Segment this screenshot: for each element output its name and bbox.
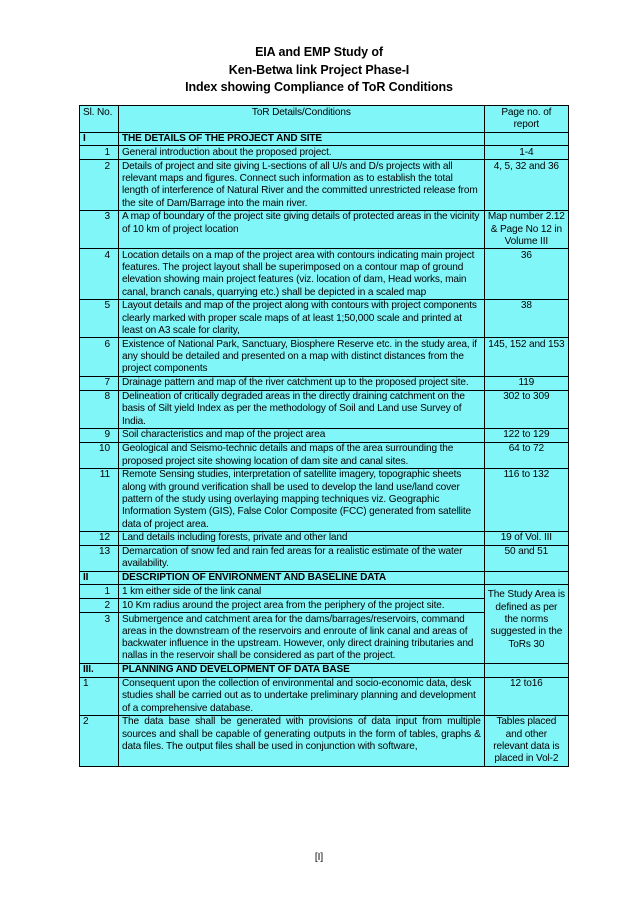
- document-title-block: [0, 44, 638, 97]
- table-row: [80, 715, 569, 766]
- title-line-2: Ken-Betwa link Project Phase-I: [228, 62, 410, 77]
- row-sl: 11: [80, 468, 119, 531]
- row-text: Remote Sensing studies, interpretation of satellite imagery, topographic sheets along with ground verification shall be used to develop the land use/land cover pattern of the study using overlaying mapping techniques viz. Geographic Information System (GIS), False Color Composite (FCC) generated from satellite data of project area.: [118, 468, 484, 531]
- section-page-empty: [484, 663, 568, 677]
- row-text: Submergence and catchment area for the dams/barrages/reservoirs, command areas in the downstream of the reservoirs and enroute of link canal and areas of backwater influence in the upstream. However, only direct draining tributaries and nallas in the reservoir shall be considered as part of the project.: [118, 613, 484, 664]
- table-row: [80, 390, 569, 428]
- row-text: Layout details and map of the project along with contours with project components clearly marked with proper scale maps of at least 1;50,000 scale and printed at least on A3 scale for clarity,: [118, 299, 484, 337]
- row-text: Existence of National Park, Sanctuary, Biosphere Reserve etc. in the study area, if any should be detailed and presented on a map with distinct distances from the project components: [118, 338, 484, 376]
- row-page: Map number 2.12 & Page No 12 in Volume III: [484, 210, 568, 248]
- table-row: [80, 677, 569, 715]
- row-sl: 1: [80, 677, 119, 715]
- header-sl-no: Sl. No.: [80, 106, 119, 133]
- row-text: Soil characteristics and map of the project area: [118, 428, 484, 442]
- row-sl: 5: [80, 299, 119, 337]
- row-page: 1-4: [484, 146, 568, 160]
- section-page-empty: [484, 132, 568, 146]
- row-page: 50 and 51: [484, 545, 568, 571]
- row-sl: 13: [80, 545, 119, 571]
- row-text: Demarcation of snow fed and rain fed areas for a realistic estimate of the water availability.: [118, 545, 484, 571]
- row-text: Drainage pattern and map of the river catchment up to the proposed project site.: [118, 376, 484, 390]
- tor-compliance-table: [79, 105, 569, 767]
- row-text: Consequent upon the collection of environmental and socio-economic data, desk studies shall be carried out as to undertake preliminary planning and development of a comprehensive database.: [118, 677, 484, 715]
- section-number: III.: [80, 663, 119, 677]
- section-heading: THE DETAILS OF THE PROJECT AND SITE: [118, 132, 484, 146]
- table-row: [80, 376, 569, 390]
- row-sl: 7: [80, 376, 119, 390]
- table-row: [80, 585, 569, 599]
- row-page: 4, 5, 32 and 36: [484, 160, 568, 211]
- row-page: 145, 152 and 153: [484, 338, 568, 376]
- row-sl: 2: [80, 160, 119, 211]
- merged-page-cell: The Study Area is defined as per the norms suggested in the ToRs 30: [484, 585, 568, 663]
- row-page: 19 of Vol. III: [484, 531, 568, 545]
- row-text: 10 Km radius around the project area from the periphery of the project site.: [118, 599, 484, 613]
- row-page: 116 to 132: [484, 468, 568, 531]
- section-number: II: [80, 571, 119, 585]
- section-number: I: [80, 132, 119, 146]
- row-page: 12 to16: [484, 677, 568, 715]
- table-row: [80, 160, 569, 211]
- table-row: [80, 468, 569, 531]
- section-page-empty: [484, 571, 568, 585]
- row-text: 1 km either side of the link canal: [118, 585, 484, 599]
- section-row: [80, 132, 569, 146]
- table-header-row: [80, 106, 569, 133]
- row-page: 119: [484, 376, 568, 390]
- row-sl: 6: [80, 338, 119, 376]
- table-row: [80, 299, 569, 337]
- row-text: Land details including forests, private and other land: [118, 531, 484, 545]
- table-row: [80, 545, 569, 571]
- row-page: 36: [484, 249, 568, 300]
- row-page: 38: [484, 299, 568, 337]
- row-page: 302 to 309: [484, 390, 568, 428]
- title-line-3: Index showing Compliance of ToR Conditions: [185, 80, 453, 94]
- row-sl: 12: [80, 531, 119, 545]
- row-page: 64 to 72: [484, 442, 568, 468]
- row-text: Delineation of critically degraded areas in the directly draining catchment on the basis of Silt yield Index as per the methodology of Soil and Land use Survey of India.: [118, 390, 484, 428]
- title-line-1: EIA and EMP Study of: [255, 45, 383, 59]
- table-row: [80, 531, 569, 545]
- table-row: [80, 249, 569, 300]
- row-text: Geological and Seismo-technic details and maps of the area surrounding the proposed project site showing location of dam site and canal sites.: [118, 442, 484, 468]
- row-text: Details of project and site giving L-sections of all U/s and D/s projects with all relevant maps and figures. Connect such information as to establish the total length of interference of Natural River and the committed unrestricted release from the site of Dam/Barrage into the main river.: [118, 160, 484, 211]
- row-sl: 1: [80, 585, 119, 599]
- table-row: [80, 210, 569, 248]
- row-sl: 2: [80, 599, 119, 613]
- section-row: [80, 663, 569, 677]
- row-text: A map of boundary of the project site giving details of protected areas in the vicinity of 10 km of project location: [118, 210, 484, 248]
- row-sl: 3: [80, 210, 119, 248]
- row-page: Tables placed and other relevant data is placed in Vol-2: [484, 715, 568, 766]
- header-details: ToR Details/Conditions: [118, 106, 484, 133]
- section-row: [80, 571, 569, 585]
- row-sl: 1: [80, 146, 119, 160]
- row-sl: 10: [80, 442, 119, 468]
- row-sl: 3: [80, 613, 119, 664]
- row-sl: 8: [80, 390, 119, 428]
- table-row: [80, 428, 569, 442]
- row-page: 122 to 129: [484, 428, 568, 442]
- row-text: Location details on a map of the project area with contours indicating main project features. The project layout shall be superimposed on a contour map of ground elevation showing main project features (viz. location of dam, Head works, main canal, branch canals, quarrying etc.) shall be depicted in a scaled map: [118, 249, 484, 300]
- page-number: [I]: [314, 852, 324, 863]
- header-page: Page no. of report: [484, 106, 568, 133]
- row-sl: 4: [80, 249, 119, 300]
- row-sl: 2: [80, 715, 119, 766]
- table-row: [80, 338, 569, 376]
- row-text: General introduction about the proposed project.: [118, 146, 484, 160]
- table-row: [80, 146, 569, 160]
- table-row: [80, 442, 569, 468]
- section-heading: DESCRIPTION OF ENVIRONMENT AND BASELINE DATA: [118, 571, 484, 585]
- row-text: The data base shall be generated with provisions of data input from multiple sources and shall be capable of generating outputs in the form of tables, graphs & data files. The output files shall be used in conjunction with software,: [118, 715, 484, 766]
- section-heading: PLANNING AND DEVELOPMENT OF DATA BASE: [118, 663, 484, 677]
- row-sl: 9: [80, 428, 119, 442]
